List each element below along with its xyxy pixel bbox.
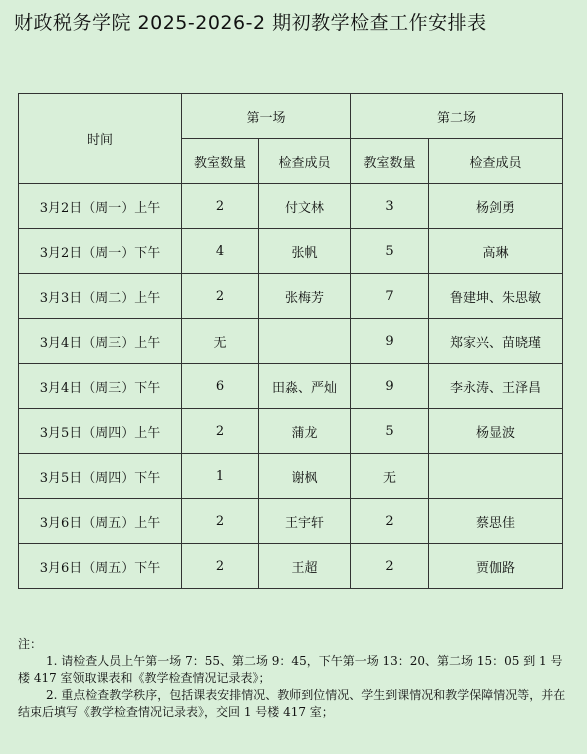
cell-members-1 [259, 319, 351, 364]
cell-rooms-1: 2 [182, 544, 259, 589]
page-title: 财政税务学院 2025-2026-2 期初教学检查工作安排表 [14, 12, 487, 34]
header-time: 时间 [19, 94, 182, 184]
header-session-2: 第二场 [351, 94, 563, 139]
table-row [19, 274, 563, 319]
cell-time: 3月2日（周一）上午 [19, 184, 182, 229]
note-item-2: 2. 重点检查教学秩序，包括课表安排情况、教师到位情况、学生到课情况和教学保障情况等，并在结束后填写《教学检查情况记录表》，交回 1 号楼 417 室； [18, 688, 566, 719]
cell-time: 3月4日（周三）下午 [19, 364, 182, 409]
cell-members-1: 王宇轩 [259, 499, 351, 544]
cell-members-1: 张梅芳 [259, 274, 351, 319]
cell-time: 3月5日（周四）下午 [19, 454, 182, 499]
header-members-1: 检查成员 [259, 139, 351, 184]
table-header-row [19, 94, 563, 139]
cell-members-2: 杨剑勇 [429, 184, 563, 229]
note-item-1: 1. 请检查人员上午第一场 7：55、第二场 9：45，下午第一场 13：20、第二场 15：05 到 1 号楼 417 室领取课表和《教学检查情况记录表》； [18, 654, 563, 685]
cell-members-1: 付文林 [259, 184, 351, 229]
cell-rooms-2: 7 [351, 274, 429, 319]
cell-members-1: 张帆 [259, 229, 351, 274]
table-row [19, 229, 563, 274]
cell-members-2: 高琳 [429, 229, 563, 274]
cell-time: 3月5日（周四）上午 [19, 409, 182, 454]
cell-rooms-2: 9 [351, 364, 429, 409]
schedule-table [18, 93, 563, 589]
cell-members-1: 王超 [259, 544, 351, 589]
cell-members-1: 蒲龙 [259, 409, 351, 454]
cell-time: 3月4日（周三）上午 [19, 319, 182, 364]
cell-time: 3月6日（周五）下午 [19, 544, 182, 589]
cell-members-2: 郑家兴、苗晓瑾 [429, 319, 563, 364]
cell-members-2: 鲁建坤、朱思敏 [429, 274, 563, 319]
cell-members-2: 贾伽路 [429, 544, 563, 589]
cell-rooms-1: 2 [182, 274, 259, 319]
cell-rooms-1: 4 [182, 229, 259, 274]
cell-members-1: 谢枫 [259, 454, 351, 499]
cell-rooms-1: 1 [182, 454, 259, 499]
cell-rooms-2: 2 [351, 499, 429, 544]
header-members-2: 检查成员 [429, 139, 563, 184]
notes-section [18, 636, 570, 721]
header-rooms-2: 教室数量 [351, 139, 429, 184]
cell-time: 3月3日（周二）上午 [19, 274, 182, 319]
cell-rooms-2: 5 [351, 409, 429, 454]
header-rooms-1: 教室数量 [182, 139, 259, 184]
cell-rooms-1: 无 [182, 319, 259, 364]
cell-time: 3月6日（周五）上午 [19, 499, 182, 544]
cell-rooms-1: 2 [182, 184, 259, 229]
cell-members-2: 李永涛、王泽昌 [429, 364, 563, 409]
table-row [19, 544, 563, 589]
table-row [19, 454, 563, 499]
cell-rooms-2: 无 [351, 454, 429, 499]
table-row [19, 409, 563, 454]
cell-rooms-2: 5 [351, 229, 429, 274]
table-row [19, 499, 563, 544]
notes-label: 注： [18, 637, 43, 651]
cell-rooms-2: 2 [351, 544, 429, 589]
cell-rooms-2: 9 [351, 319, 429, 364]
table-row [19, 184, 563, 229]
table-row [19, 319, 563, 364]
cell-members-1: 田淼、严灿 [259, 364, 351, 409]
cell-rooms-2: 3 [351, 184, 429, 229]
table-row [19, 364, 563, 409]
cell-members-2: 蔡思佳 [429, 499, 563, 544]
cell-time: 3月2日（周一）下午 [19, 229, 182, 274]
header-session-1: 第一场 [182, 94, 351, 139]
cell-rooms-1: 2 [182, 499, 259, 544]
cell-members-2 [429, 454, 563, 499]
cell-members-2: 杨显波 [429, 409, 563, 454]
cell-rooms-1: 6 [182, 364, 259, 409]
cell-rooms-1: 2 [182, 409, 259, 454]
